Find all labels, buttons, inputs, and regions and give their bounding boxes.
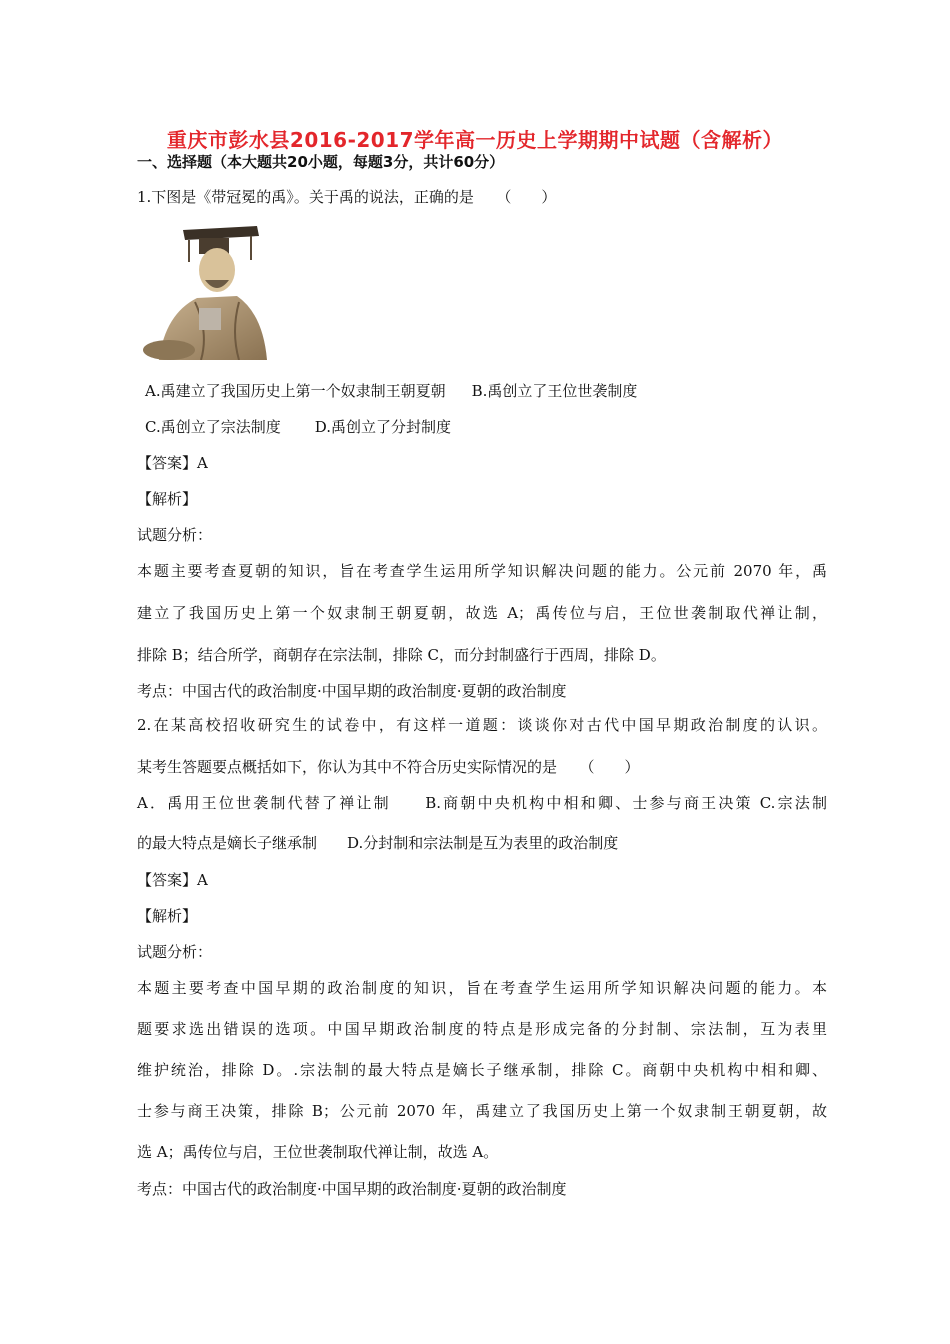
q1-stem: 1.下图是《带冠冕的禹》。关于禹的说法，正确的是 （ ） [137, 188, 557, 206]
q2-analysis-intro: 试题分析： [137, 943, 213, 961]
q2-kaodian: 考点：中国古代的政治制度·中国早期的政治制度·夏朝的政治制度 [137, 1180, 567, 1198]
q2-analysis-line: 本题主要考查中国早期的政治制度的知识，旨在考查学生运用所学知识解决问题的能力。本 [137, 979, 827, 997]
section-heading: 一、选择题（本大题共20小题，每题3分，共计60分） [137, 153, 505, 171]
q2-options-line: A．禹用王位世袭制代替了禅让制 B.商朝中央机构中相和卿、士参与商王决策 C.宗法制 [137, 794, 827, 812]
document-title: 重庆市彭水县2016-2017学年高一历史上学期期中试题（含解析） [166, 128, 784, 152]
q1-analysis-line: 排除 B；结合所学，商朝存在宗法制，排除 C，而分封制盛行于西周，排除 D。 [137, 646, 666, 664]
q1-option-b: B.禹创立了王位世袭制度 [471, 382, 638, 400]
q1-answer: 【答案】A [137, 454, 208, 472]
q2-analysis-line: 维护统治，排除 D。.宗法制的最大特点是嫡长子继承制，排除 C。商朝中央机构中相和卿、 [137, 1061, 827, 1079]
q2-stem-line: 2.在某高校招收研究生的试卷中，有这样一道题：谈谈你对古代中国早期政治制度的认识。 [137, 716, 827, 734]
q2-answer: 【答案】A [137, 871, 208, 889]
yu-portrait-image [139, 222, 271, 360]
q1-kaodian: 考点：中国古代的政治制度·中国早期的政治制度·夏朝的政治制度 [137, 682, 567, 700]
q1-option-a-and-b [145, 381, 835, 401]
q2-analysis-label: 【解析】 [137, 907, 198, 925]
q1-analysis-line: 建立了我国历史上第一个奴隶制王朝夏朝，故选 A；禹传位与启，王位世袭制取代禅让制， [137, 604, 827, 622]
q2-analysis-line: 题要求选出错误的选项。中国早期政治制度的特点是形成完备的分封制、宗法制，互为表里 [137, 1020, 827, 1038]
q1-option-d: D.禹创立了分封制度 [314, 418, 451, 436]
q1-analysis-line: 本题主要考查夏朝的知识，旨在考查学生运用所学知识解决问题的能力。公元前 2070 年，禹 [137, 562, 827, 580]
q1-option-c: C.禹创立了宗法制度 [145, 418, 281, 436]
q1-option-a: A.禹建立了我国历史上第一个奴隶制王朝夏朝 [145, 382, 446, 400]
q1-option-c-and-d [145, 417, 835, 437]
q2-analysis-line: 选 A；禹传位与启，王位世袭制取代禅让制，故选 A。 [137, 1143, 499, 1161]
q2-options-line: 的最大特点是嫡长子继承制 D.分封制和宗法制是互为表里的政治制度 [137, 834, 619, 852]
q1-analysis-label: 【解析】 [137, 490, 198, 508]
q2-stem-line: 某考生答题要点概括如下，你认为其中不符合历史实际情况的是 （ ） [137, 758, 640, 776]
q1-analysis-intro: 试题分析： [137, 526, 213, 544]
q2-analysis-line: 士参与商王决策，排除 B；公元前 2070 年，禹建立了我国历史上第一个奴隶制王朝夏朝，故 [137, 1102, 827, 1120]
